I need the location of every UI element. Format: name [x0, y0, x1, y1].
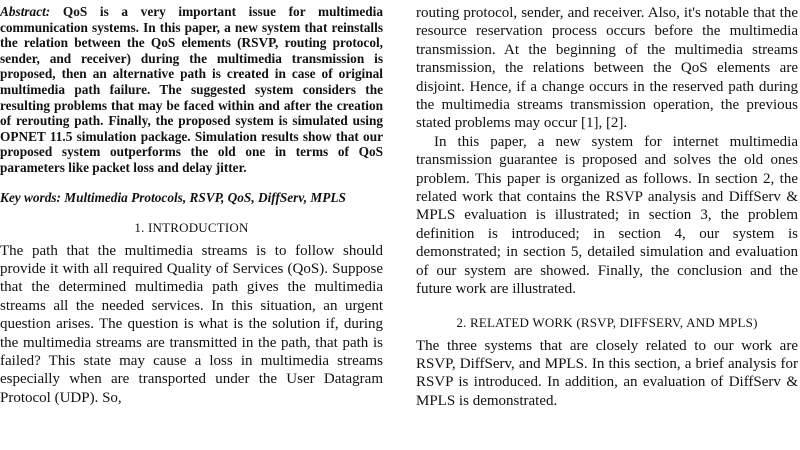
right-column [416, 4, 798, 410]
organization-paragraph: In this paper, a new system for internet multimedia transmission guarantee is proposed and solves the old ones problem. This paper is organized as follows. In section 2, the related work that contains the RSVP analysis and DiffServ & MPLS evaluation is illustrated; in section 3, the problem definition is introduced; in section 4, our system is demonstrated; in section 5, detailed simulation and evaluation of our system are showed. Finally, the conclusion and the future work are illustrated. [416, 133, 798, 298]
continued-paragraph: routing protocol, sender, and receiver. Also, it's notable that the resource reservation process occurs before the multimedia transmission. At the beginning of the multimedia streams transmission, the relations between the QoS elements are disjoint. Hence, if a change occurs in the reserved path during the multimedia streams transmission operation, the previous stated problems may occur [1], [2]. [416, 5, 798, 132]
abstract-text: QoS is a very important issue for multimedia communication systems. In this paper, a new system that reinstalls the relation between the QoS elements (RSVP, routing protocol, sender, and receiver) during the multimedia transmission is proposed, then an alternative path is created in case of original multimedia path failure. The suggested system considers the resulting problems that may be faced within and after the creation of rerouting path. Finally, the proposed system is simulated using OPNET 11.5 simulation package. Simulation results show that our proposed system outperforms the old one in terms of QoS parameters like packet loss and delay jitter. [0, 4, 383, 175]
abstract [0, 4, 383, 176]
left-column [0, 4, 383, 407]
keywords: Key words: Multimedia Protocols, RSVP, QoS, DiffServ, MPLS [0, 189, 346, 205]
section-heading-related-work: 2. RELATED WORK (RSVP, DIFFSERV, AND MPLS) [456, 314, 758, 330]
section-heading-introduction: 1. INTRODUCTION [134, 219, 249, 235]
related-work-paragraph: The three systems that are closely related to our work are RSVP, DiffServ, and MPLS. In this section, a brief analysis for RSVP is introduced. In addition, an evaluation of DiffServ & MPLS is demonstrated. [416, 337, 798, 409]
intro-paragraph: The path that the multimedia streams is to follow should provide it with all required Quality of Services (QoS). Suppose that the determined multimedia path gives the multimedia streams all the needed services. In this situation, an urgent question arises. The question is what is the solution if, during the multimedia streams are transmitted in the path, that path is failed? This state may cause a loss in multimedia streams especially when are transported under the User Datagram Protocol (UDP). So, [0, 242, 383, 406]
abstract-label: Abstract: [0, 4, 51, 19]
